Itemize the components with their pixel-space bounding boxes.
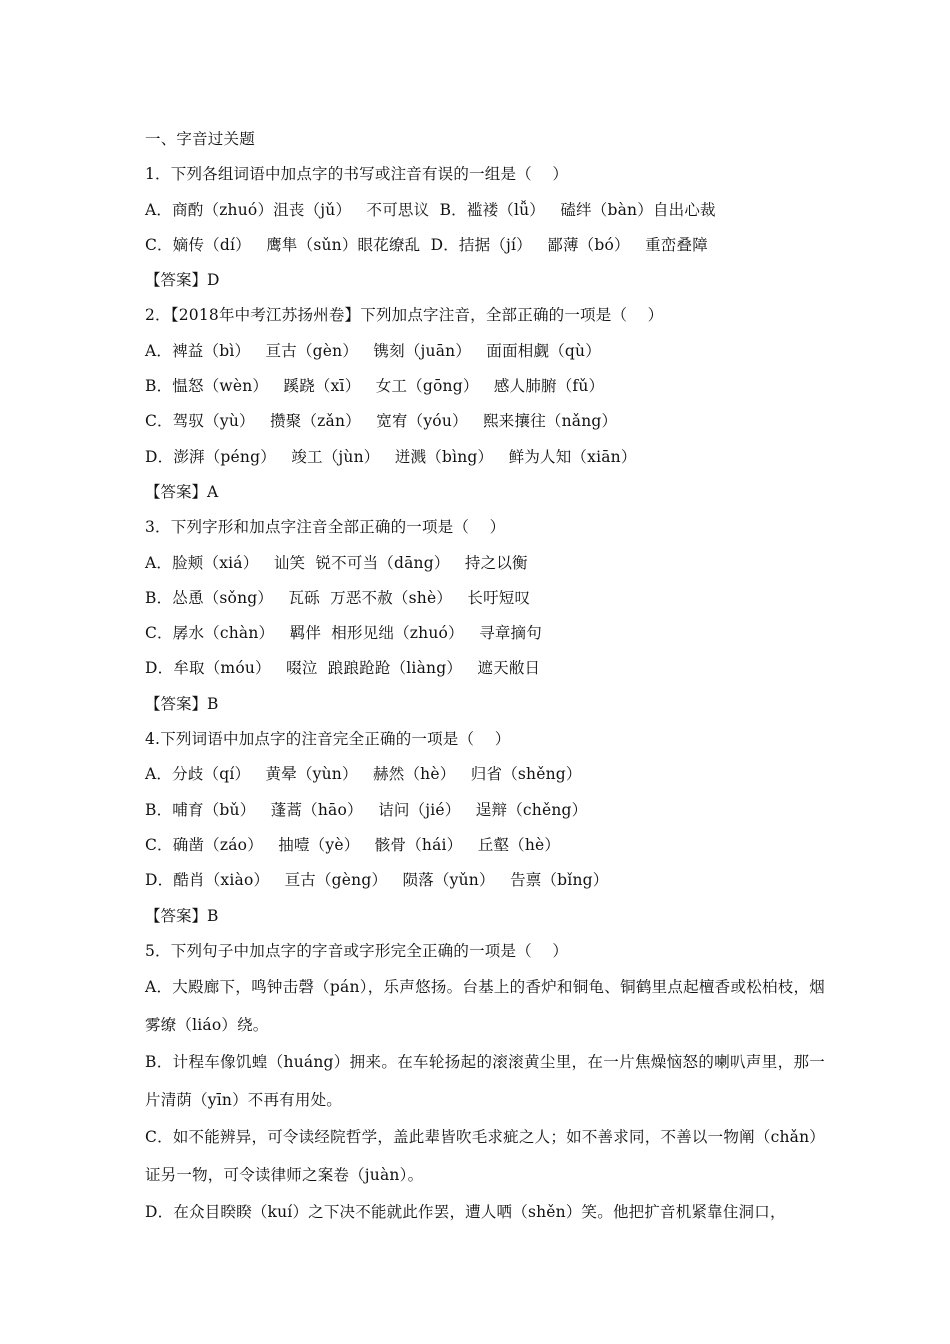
option-line: A．分歧（qí） 黄晕（yùn） 赫然（hè） 归省（shěng） <box>145 765 582 784</box>
question-stem: 3．下列字形和加点字注音全部正确的一项是（ ） <box>145 518 506 537</box>
option-line: B．怂恿（sǒng） 瓦砾 万恶不赦（shè） 长吁短叹 <box>145 588 531 607</box>
option-paragraph: C．如不能辨异，可令读经院哲学，盖此辈皆吹毛求疵之人；如不善求同，不善以一物阐（chǎn）证另一物，可令读律师之案卷（juàn）。 <box>145 1128 825 1184</box>
option-line: D．酷肖（xiào） 亘古（gèng） 陨落（yǔn） 告禀（bǐng） <box>145 871 609 890</box>
question-5-options <box>145 969 825 1232</box>
question-stem: 5．下列句子中加点字的字音或字形完全正确的一项是（ ） <box>145 941 569 960</box>
option-line: B．哺育（bǔ） 蓬蒿（hāo） 诘问（jié） 逞辩（chěng） <box>145 800 588 819</box>
option-line: C．驾驭（yù） 攒聚（zǎn） 宽宥（yóu） 熙来攘往（nǎng） <box>145 412 618 431</box>
section-title: 一、字音过关题 <box>145 130 255 148</box>
answer-line: 【答案】A <box>145 482 219 501</box>
option-line: C．孱水（chàn） 羁伴 相形见绌（zhuó） 寻章摘句 <box>145 624 542 643</box>
option-line: A．脸颊（xiá） 讪笑 锐不可当（dāng） 持之以衡 <box>145 553 528 572</box>
option-line: D．牟取（móu） 啜泣 踉踉跄跄（liàng） 遮天敝日 <box>145 659 541 678</box>
option-paragraph: D．在众目睽睽（kuí）之下决不能就此作罢，遭人哂（shěn）笑。他把扩音机紧靠住洞口， <box>145 1203 786 1222</box>
question-stem: 2．【2018年中考江苏扬州卷】下列加点字注音，全部正确的一项是（ ） <box>145 306 664 325</box>
question-stem: 4.下列词语中加点字的注音完全正确的一项是（ ） <box>145 730 511 749</box>
document-body <box>145 122 825 1232</box>
answer-line: 【答案】B <box>145 694 219 713</box>
option-line: B．愠怒（wèn） 蹊跷（xī） 女工（gōng） 感人肺腑（fǔ） <box>145 377 605 396</box>
question-list <box>145 157 825 969</box>
question-stem: 1．下列各组词语中加点字的书写或注音有误的一组是（ ） <box>145 165 569 184</box>
option-paragraph: A．大殿廊下，鸣钟击磬（pán），乐声悠扬。台基上的香炉和铜龟、铜鹤里点起檀香或松柏枝，烟雾缭（liáo）绕。 <box>145 978 825 1034</box>
option-line: A．商酌（zhuó）沮丧（jǔ） 不可思议 B．褴褛（lǚ） 磕绊（bàn）自出心裁 <box>145 200 716 219</box>
option-line: C．确凿（záo） 抽噎（yè） 骸骨（hái） 丘壑（hè） <box>145 835 561 854</box>
answer-line: 【答案】D <box>145 271 220 290</box>
option-paragraph: B．计程车像饥蝗（huáng）拥来。在车轮扬起的滚滚黄尘里，在一片焦燥恼怒的喇叭声里，那一片清荫（yīn）不再有用处。 <box>145 1053 825 1109</box>
option-line: A．裨益（bì） 亘古（gèn） 镌刻（juān） 面面相觑（qù） <box>145 341 601 360</box>
answer-line: 【答案】B <box>145 906 219 925</box>
option-line: C．嫡传（dí） 鹰隼（sǔn）眼花缭乱 D．拮据（jí） 鄙薄（bó） 重峦叠障 <box>145 235 708 254</box>
option-line: D．澎湃（péng） 竣工（jùn） 迸溅（bìng） 鲜为人知（xiān） <box>145 447 637 466</box>
